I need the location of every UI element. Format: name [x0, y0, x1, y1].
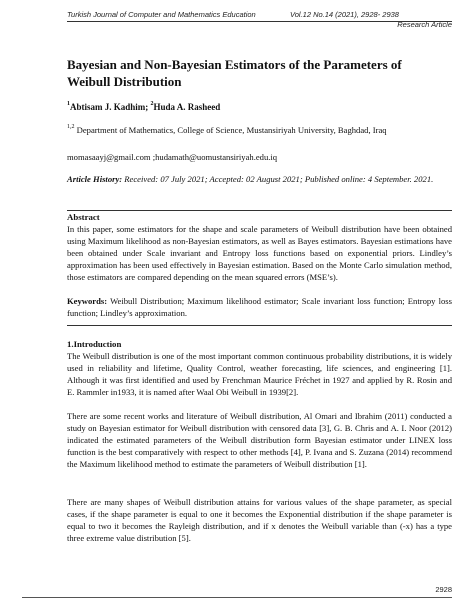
author1-marker: 1: [67, 101, 70, 107]
author2-marker: 2: [150, 101, 154, 107]
affiliation: [67, 124, 387, 136]
footer-rule: [22, 597, 452, 598]
intro-paragraph-3: There are many shapes of Weibull distribution attains for various values of the shape parameter, as special cases, if the shape parameter is equal to one it becomes the Exponential distribution if the shape parameter is equal to two it becomes the Rayleigh distribution, and if x denotes the Weibull variable than (-x) has a type three extreme value distribution [5].: [67, 497, 452, 543]
journal-name: Turkish Journal of Computer and Mathematics Education: [67, 10, 256, 19]
page-number: 2928: [435, 585, 452, 594]
abstract-text: In this paper, some estimators for the shape and scale parameters of Weibull distribution have been obtained using Maximum likelihood as non-Bayesian estimators, as well as Bayes estimators. Bayesian estimations have been obtained under Scale invariant and Entropy loss functions based on exponential priors. Lindley’s approximation has been used effectively in Bayesian estimation. Based on the Monte Carlo simulation method, those estimators are compared depending on the mean squared errors (MSE’s).: [67, 224, 452, 282]
author2-name: Huda A. Rasheed: [153, 102, 221, 112]
introduction-heading: 1.Introduction: [67, 339, 122, 349]
article-history: [67, 173, 452, 185]
author-emails: momasaayj@gmail.com ;hudamath@uomustansiriyah.edu.iq: [67, 152, 278, 162]
keywords-label: Keywords:: [67, 296, 108, 306]
paper-title: Bayesian and Non-Bayesian Estimators of the Parameters of Weibull Distribution: [67, 57, 402, 89]
author1-name: Abtisam J. Kadhim;: [70, 102, 149, 112]
abstract-heading: Abstract: [67, 212, 100, 222]
abstract-bottom-rule: [67, 325, 452, 326]
author-list: [67, 101, 220, 113]
intro-paragraph-2: There are some recent works and literature of Weibull distribution, Al Omari and Ibrahim (2011) conducted a study on Bayesian estimator for Weibull distribution with censored data [3], G. B. Chris and A. I. Noor (2012) indicated the estimated parameters of the Weibull distribution form Bayesian estimator under LINEX loss function is the best comparatively with respect to other methods [4], P. Ivana and S. Zuzana (2014) recommend the Maximum likelihood method to estimate the parameters of Weibull distribution [1].: [67, 411, 452, 469]
keywords-list: Weibull Distribution; Maximum likelihood estimator; Scale invariant loss function; Entropy loss function; Lindley’s approximation.: [67, 296, 452, 318]
history-label: Article History:: [67, 174, 123, 184]
affiliation-text: Department of Mathematics, College of Science, Mustansiriyah University, Baghdad, Iraq: [76, 125, 387, 135]
keywords: [67, 295, 452, 319]
history-dates: Received: 07 July 2021; Accepted: 02 August 2021; Published online: 4 September. 2021.: [124, 174, 434, 184]
article-type: Research Article: [397, 20, 452, 29]
header-rule: [67, 21, 452, 22]
intro-paragraph-1: The Weibull distribution is one of the most important common continuous probability distributions, it is widely used in reliability and lifetime, Quality Control, weather forecasting, life sciences, and engineering [1]. Although it was first identified and used by Frenchman Maurice Fréchet in 1927 and applied by R. Rosin and E. Rammler in1933, it is named after Waal Obi Weibull in 1939[2].: [67, 351, 452, 397]
abstract-top-rule: [67, 210, 452, 211]
volume-info: Vol.12 No.14 (2021), 2928- 2938: [290, 10, 399, 19]
affiliation-marker: 1,2: [67, 124, 75, 130]
